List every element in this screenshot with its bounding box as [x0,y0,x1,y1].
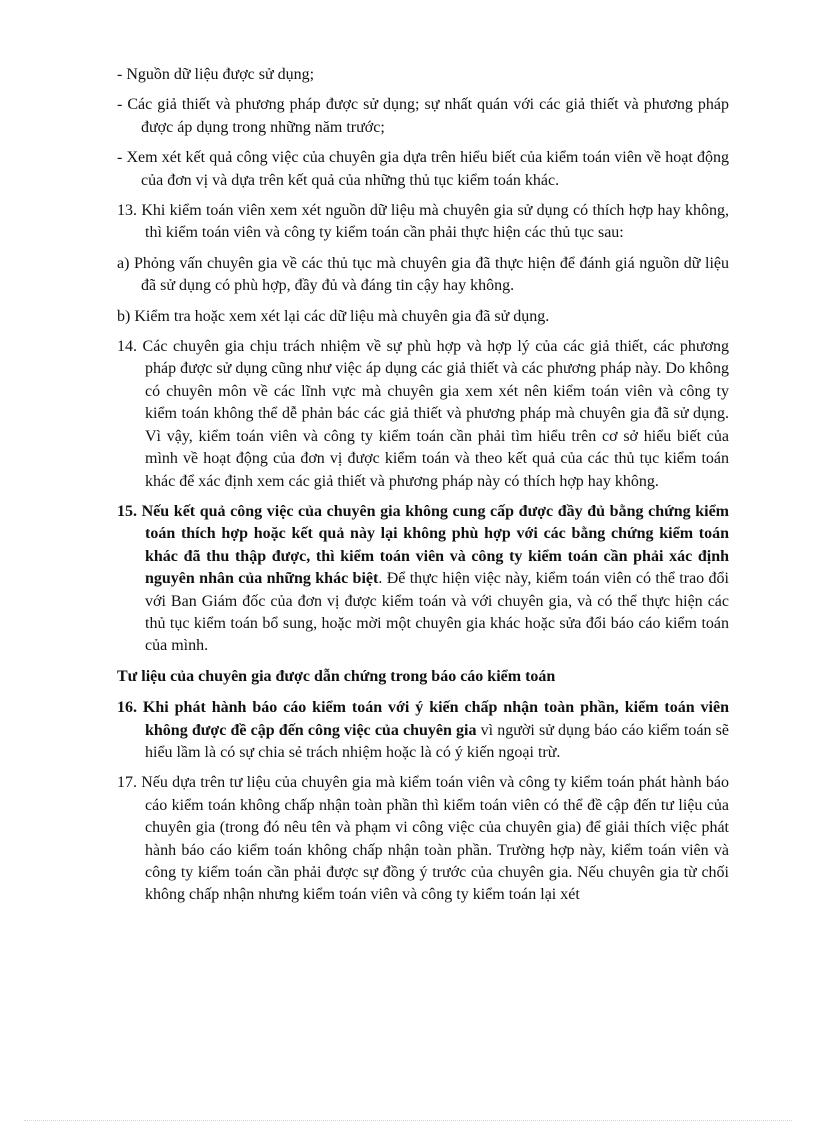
page-bottom-divider [24,1120,792,1121]
paragraph-16-bold: 16. Khi phát hành báo cáo kiểm toán với ý kiến chấp nhận toàn phần, kiểm toán viên không được đề cập đến công việc của chuyên gia [117,699,729,739]
bullet-data-source: - Nguồn dữ liệu được sử dụng; [117,66,315,83]
paragraph-16-rest: vì người sử dụng báo cáo kiểm toán sẽ hiểu lầm là có sự chia sẻ trách nhiệm hoặc là có ý kiến ngoại trừ. [145,721,730,761]
paragraph-16 [117,697,729,764]
paragraph-14: 14. Các chuyên gia chịu trách nhiệm về sự phù hợp và hợp lý của các giả thiết, các phương pháp được sử dụng cũng như việc áp dụng các giả thiết và các phương pháp này. Do không có chuyên môn về các lĩnh vực mà chuyên gia xem xét nên kiểm toán viên và công ty kiểm toán không thể dễ phản bác các giả thiết và phương pháp mà chuyên gia đã sử dụng. Vì vậy, kiểm toán viên và công ty kiểm toán cần phải tìm hiểu trên cơ sở hiểu biết của mình về hoạt động của đơn vị được kiểm toán và theo kết quả của các thủ tục kiểm toán khác để xác định xem các giả thiết và phương pháp này có thích hợp hay không. [117,338,729,490]
subitem-b: b) Kiểm tra hoặc xem xét lại các dữ liệu mà chuyên gia đã sử dụng. [117,307,550,325]
paragraph-15-bold: 15. Nếu kết quả công việc của chuyên gia không cung cấp được đầy đủ bằng chứng kiểm toán thích hợp hoặc kết quả này lại không phù hợp với các bằng chứng kiểm toán khác đã thu thập được, thì kiểm toán viên và công ty kiểm toán cần phải xác định nguyên nhân của những khác biệt [117,502,729,588]
paragraph-13: 13. Khi kiểm toán viên xem xét nguồn dữ liệu mà chuyên gia sử dụng có thích hợp hay không, thì kiểm toán viên và công ty kiểm toán cần phải thực hiện các thủ tục sau: [117,202,729,242]
section-heading: Tư liệu của chuyên gia được dẫn chứng trong báo cáo kiểm toán [117,667,556,685]
bullet-assumptions: - Các giả thiết và phương pháp được sử dụng; sự nhất quán với các giả thiết và phương pháp được áp dụng trong những năm trước; [117,96,729,136]
document-page [117,64,729,915]
paragraph-15-rest: . Để thực hiện việc này, kiểm toán viên có thể trao đổi với Ban Giám đốc của đơn vị được kiểm toán và với chuyên gia, và có thể thực hiện các thủ tục kiểm toán bổ sung, hoặc mời một chuyên gia khác hoặc sửa đổi báo cáo kiểm toán của mình. [145,570,729,655]
bullet-review-results: - Xem xét kết quả công việc của chuyên gia dựa trên hiểu biết của kiểm toán viên về hoạt động của đơn vị và dựa trên kết quả của những thủ tục kiểm toán khác. [117,149,729,189]
subitem-a: a) Phỏng vấn chuyên gia về các thủ tục mà chuyên gia đã thực hiện để đánh giá nguồn dữ liệu đã sử dụng có phù hợp, đầy đủ và đáng tin cậy hay không. [117,254,729,295]
paragraph-15 [117,501,729,658]
paragraph-17: 17. Nếu dựa trên tư liệu của chuyên gia mà kiểm toán viên và công ty kiểm toán phát hành báo cáo kiểm toán không chấp nhận toàn phần thì kiểm toán viên có thể đề cập đến tư liệu của chuyên gia (trong đó nêu tên và phạm vi công việc của chuyên gia) để giải thích việc phát hành báo cáo kiểm toán không chấp nhận toàn phần. Trường hợp này, kiểm toán viên và công ty kiểm toán cần phải được sự đồng ý trước của chuyên gia. Nếu chuyên gia từ chối không chấp nhận nhưng kiểm toán viên và công ty kiểm toán lại xét [117,774,729,904]
